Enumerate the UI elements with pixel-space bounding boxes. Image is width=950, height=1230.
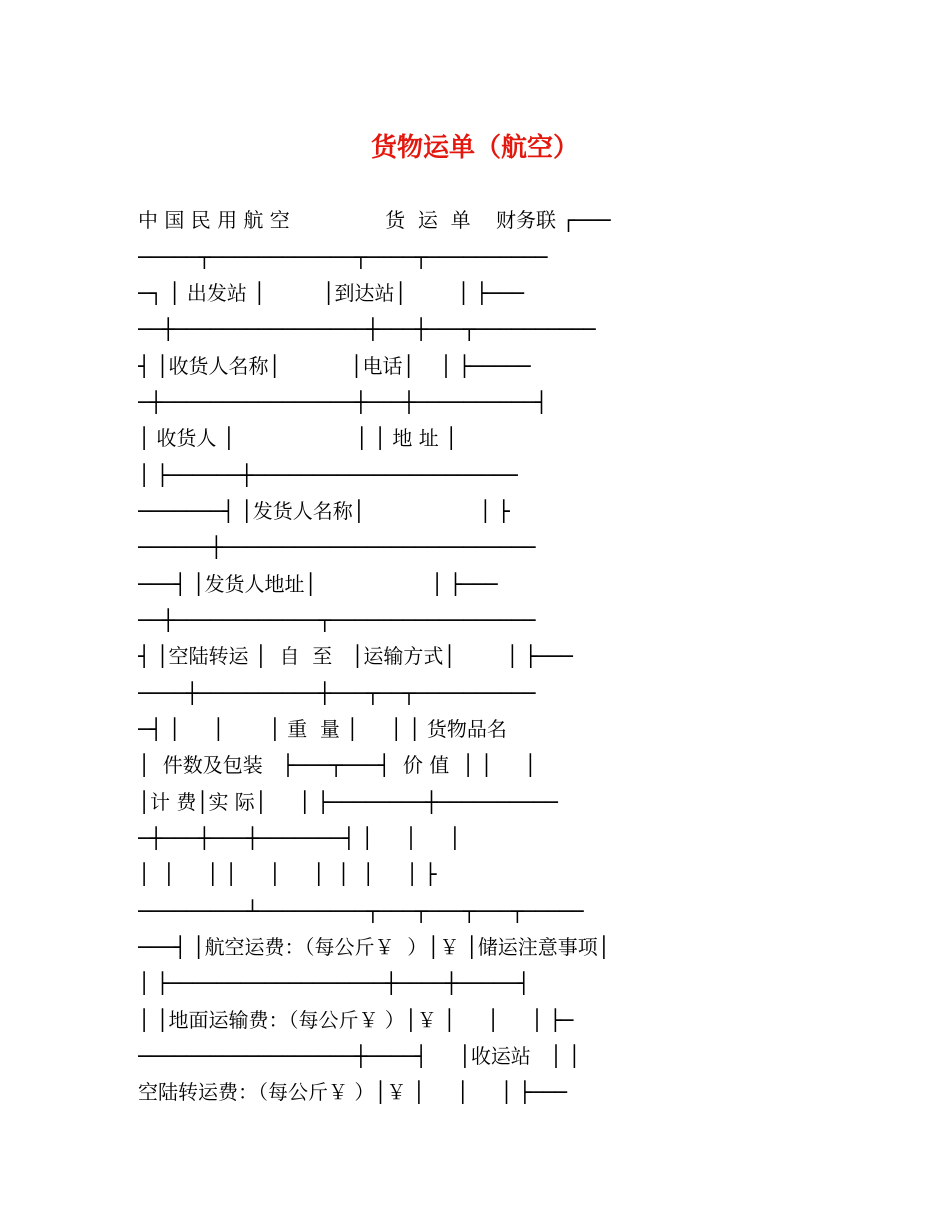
waybill-line-10: ──────┼────────────────────────── [138,535,536,559]
waybill-line-2: ─────┬────────────┬────┬────────── [138,245,548,269]
waybill-line-4: ──┼────────────────┼───┼───┬────────── [138,317,596,341]
waybill-line-25: 空陆转运费：（每公斤￥ ）│￥ │ │ │ ├─── [138,1080,567,1104]
waybill-line-20: ─────────┴─────────┬───┬───┬───┬───── [138,899,584,923]
waybill-line-24: ──────────────────┼────┤ │收运站 │ │ [138,1044,581,1068]
waybill-line-15: ─┤ │ │ │ 重 量 │ │ │ 货物品名 [138,717,507,741]
waybill-line-23: │ │地面运输费：（每公斤￥ ）│￥ │ │ │ ├─ [138,1008,574,1032]
waybill-line-19: │ │ │ │ │ │ │ │ │ ├ [138,862,437,886]
waybill-line-5: ┤ │收货人名称│ │电话│ │ ├───── [138,354,531,378]
waybill-line-14: ────┼──────────┼───┬──┬────────── [138,681,536,705]
waybill-line-22: │ ├──────────────────┼────┼─────┤ [138,971,530,995]
page-title: 货物运单（航空） [370,133,579,163]
waybill-line-1: 中 国 民 用 航 空 货 运 单 财务联 ┌─── [138,208,611,232]
waybill-line-9: ───────┤ │发货人名称│ │ ├ [138,499,510,523]
waybill-line-3: ─┐ │ 出发站 │ │到达站│ │ ├─── [138,281,524,305]
waybill-line-18: ─┼───┼───┼───────┤ │ │ │ [138,826,461,850]
waybill-line-13: ┤ │空陆转运 │ 自 至 │运输方式│ │ ├─── [138,644,573,668]
waybill-line-12: ──┼────────────┬───────────────── [138,608,536,632]
waybill-line-8: │ ├──────┼────────────────────── [138,463,518,487]
waybill-line-11: ───┤ │发货人地址│ │ ├─── [138,572,498,596]
waybill-line-16: │ 件数及包装 ├───┬───┤ 价 值 │ │ │ [138,753,537,777]
waybill-line-7: │ 收货人 │ │ │ 地 址 │ [138,426,458,450]
waybill-line-6: ─┼────────────────┼───┼──────────┤ [138,390,548,414]
waybill-line-21: ───┤ │航空运费：（每公斤￥ ）│￥ │储运注意事项│ [138,935,610,959]
waybill-line-17: │计 费│实 际│ │ ├────────┼────────── [138,790,558,814]
